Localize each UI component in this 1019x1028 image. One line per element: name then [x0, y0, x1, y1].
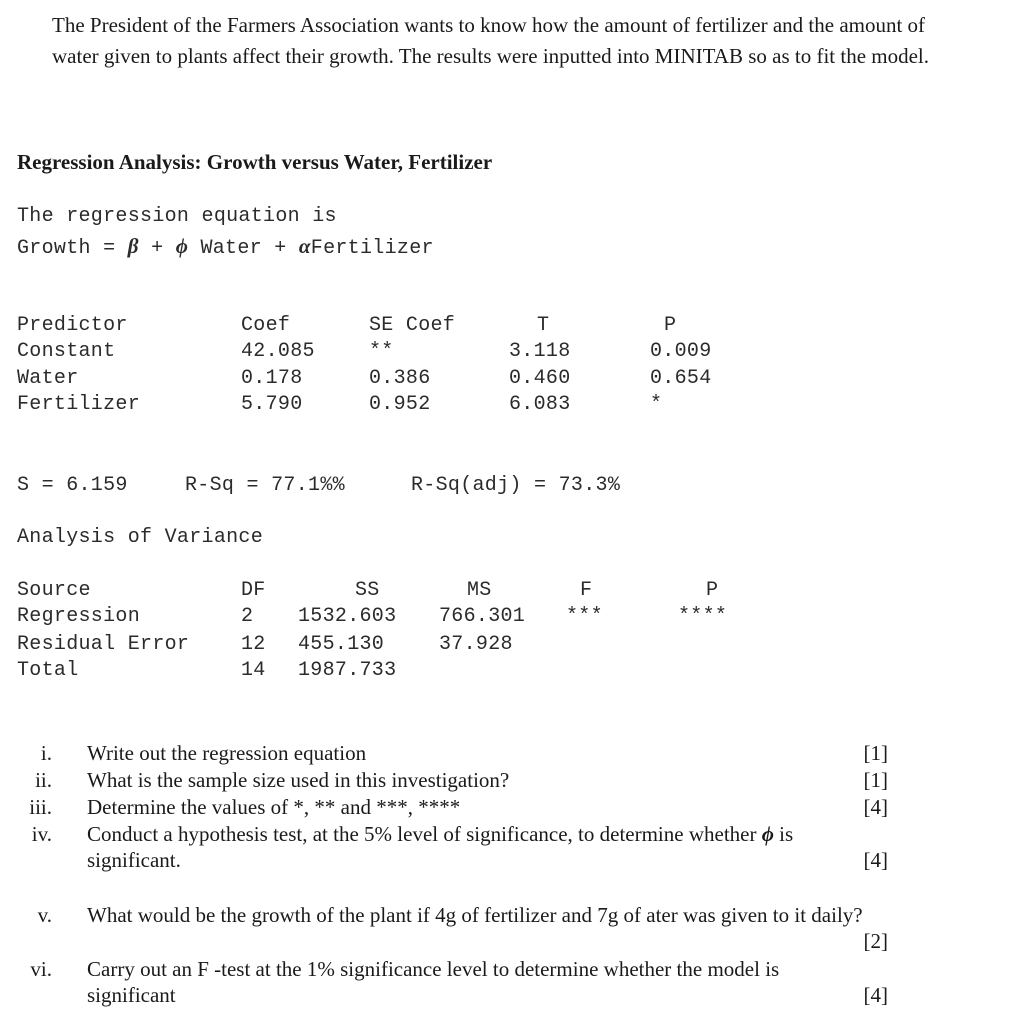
- coef-cell-predictor: Water: [17, 367, 79, 390]
- coef-header-se-coef: SE Coef: [369, 314, 456, 337]
- equation-water-term: Water +: [188, 237, 299, 260]
- anova-cell-ms: 37.928: [439, 633, 513, 656]
- anova-cell-ss: 1532.603: [298, 605, 397, 628]
- anova-cell-df: 12: [241, 633, 266, 656]
- question-mark: [1]: [863, 768, 888, 792]
- summary-s: S = 6.159: [17, 474, 128, 497]
- regression-equation: [17, 233, 434, 262]
- anova-header-ms: MS: [467, 579, 492, 602]
- anova-cell-source: Regression: [17, 605, 141, 628]
- summary-rsq: R-Sq = 77.1%%: [185, 474, 345, 497]
- coef-cell-predictor: Constant: [17, 340, 116, 363]
- question-text: Carry out an F -test at the 1% significance level to determine whether the model is significant: [87, 957, 780, 1007]
- anova-cell-ms: 766.301: [439, 605, 526, 628]
- question-number: vi.: [30, 957, 52, 981]
- question-mark: [1]: [863, 741, 888, 765]
- question-number: iii.: [29, 795, 52, 819]
- coef-cell-t: 3.118: [509, 340, 571, 363]
- coef-header-t: T: [537, 314, 550, 337]
- equation-fertilizer-term: Fertilizer: [310, 237, 434, 260]
- anova-header-source: Source: [17, 579, 91, 602]
- coef-cell-predictor: Fertilizer: [17, 393, 141, 416]
- question-text: Write out the regression equation: [87, 741, 367, 765]
- anova-header-p: P: [706, 579, 719, 602]
- question-number: v.: [37, 903, 52, 927]
- coef-cell-se: 0.386: [369, 367, 431, 390]
- phi-symbol: ϕ: [175, 234, 189, 258]
- anova-header-df: DF: [241, 579, 266, 602]
- coef-cell-t: 6.083: [509, 393, 571, 416]
- anova-cell-p: ****: [678, 605, 728, 628]
- coef-header-coef: Coef: [241, 314, 291, 337]
- beta-symbol: β: [127, 234, 139, 258]
- coef-cell-p: *: [650, 393, 663, 416]
- anova-header-ss: SS: [355, 579, 380, 602]
- coef-header-predictor: Predictor: [17, 314, 128, 337]
- coef-header-p: P: [664, 314, 677, 337]
- coef-cell-coef: 5.790: [241, 393, 303, 416]
- anova-cell-ss: 455.130: [298, 633, 385, 656]
- question-mark: [4]: [863, 795, 888, 819]
- anova-title: Analysis of Variance: [17, 526, 264, 549]
- question-mark: [4]: [863, 848, 888, 872]
- phi-symbol: ϕ: [761, 822, 774, 846]
- coef-cell-se: **: [369, 340, 394, 363]
- question-text: What is the sample size used in this investigation?: [87, 768, 510, 792]
- equation-lhs: Growth =: [17, 237, 128, 260]
- question-number: iv.: [31, 822, 52, 846]
- question-mark: [4]: [863, 983, 888, 1007]
- question-text-part: Conduct a hypothesis test, at the 5% level of significance, to determine whether: [87, 822, 762, 846]
- coef-cell-coef: 0.178: [241, 367, 303, 390]
- regression-heading: Regression Analysis: Growth versus Water, Fertilizer: [17, 150, 493, 174]
- anova-cell-df: 14: [241, 659, 266, 682]
- anova-header-f: F: [580, 579, 593, 602]
- question-mark: [2]: [863, 929, 888, 953]
- coef-cell-p: 0.654: [650, 367, 712, 390]
- question-text-part: is significant.: [87, 822, 794, 872]
- coef-cell-se: 0.952: [369, 393, 431, 416]
- anova-cell-df: 2: [241, 605, 254, 628]
- anova-cell-source: Residual Error: [17, 633, 190, 656]
- equation-plus: +: [138, 237, 176, 260]
- question-text: What would be the growth of the plant if 4g of fertilizer and 7g of ater was given to it daily?: [87, 903, 863, 927]
- alpha-symbol: α: [298, 234, 311, 258]
- question-text: Determine the values of *, ** and ***, ****: [87, 795, 461, 819]
- question-text: [87, 821, 887, 873]
- anova-cell-ss: 1987.733: [298, 659, 397, 682]
- equation-intro-line: The regression equation is: [17, 205, 337, 228]
- coef-cell-t: 0.460: [509, 367, 571, 390]
- question-number: ii.: [35, 768, 52, 792]
- coef-cell-p: 0.009: [650, 340, 712, 363]
- coef-cell-coef: 42.085: [241, 340, 315, 363]
- intro-paragraph: The President of the Farmers Association wants to know how the amount of fertilizer and the amount of water given to plants affect their growth. The results were inputted into MINITAB so as to fit the model.: [52, 13, 930, 68]
- question-number: i.: [40, 741, 52, 765]
- anova-cell-f: ***: [566, 605, 603, 628]
- summary-rsq-adj: R-Sq(adj) = 73.3%: [411, 474, 621, 497]
- anova-cell-source: Total: [17, 659, 79, 682]
